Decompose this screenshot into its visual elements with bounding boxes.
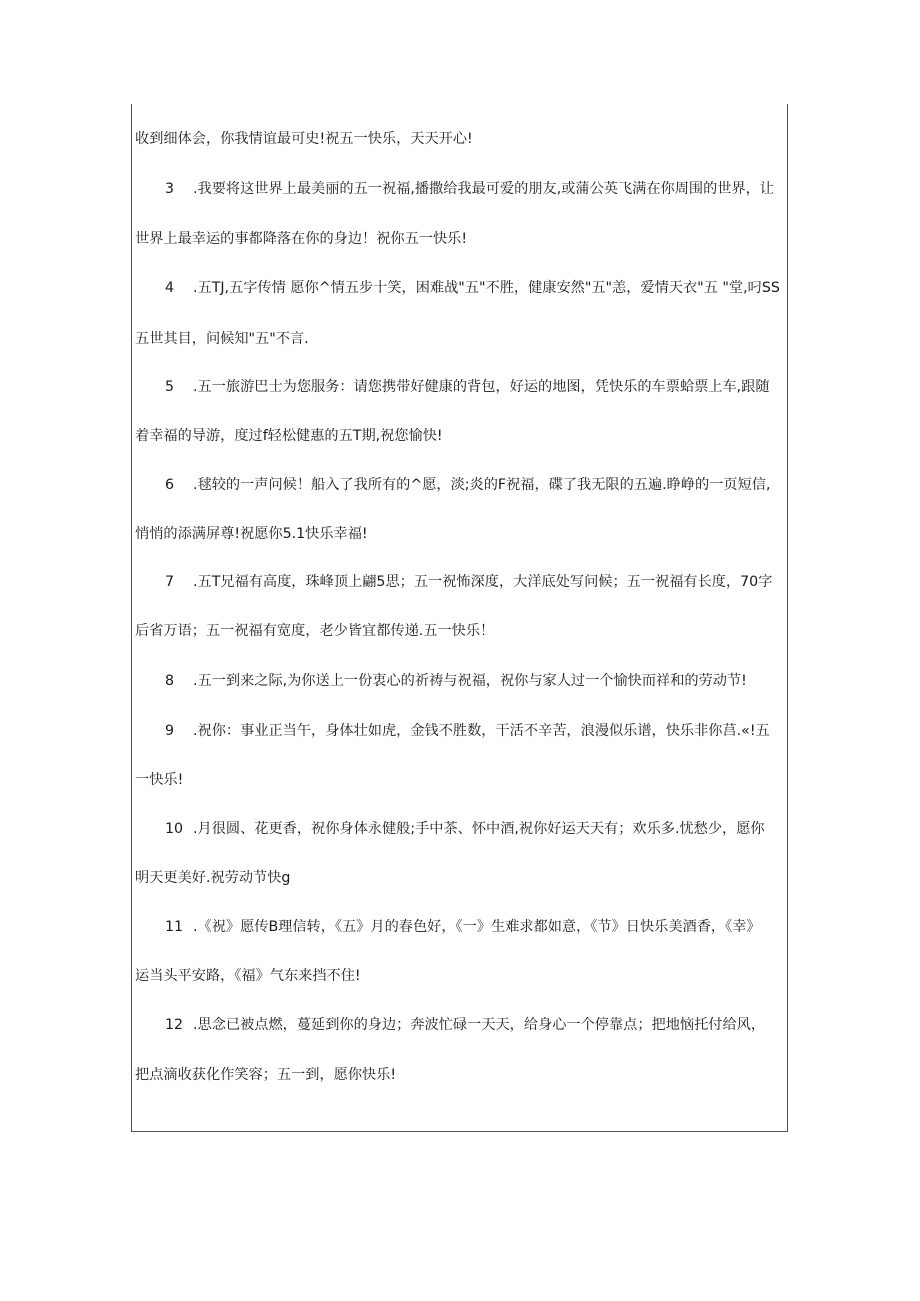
paragraph-number: 5 [165,379,175,395]
paragraph-line [165,671,787,691]
paragraph-text: .思念已被点燃，蔓延到你的身边；奔波忙碌一天天，给身心一个停靠点；把地恼托付给风， [193,1017,766,1033]
paragraph-text: .月很圆、花更香，祝你身体永健般;手中茶、怀中酒,祝你好运天天有；欢乐多.忧愁少，愿你 [193,821,765,837]
paragraph-line: 世界上最幸运的事都降落在你的身边！祝你五一快乐! [135,231,468,247]
paragraph-line: 后省万语；五一祝福有宽度，老少皆宜都传递.五一快乐！ [135,623,495,639]
paragraph-line: 悄悄的添满屏尊!祝愿你5.1快乐幸福! [135,526,368,542]
paragraph-number: 9 [165,723,175,739]
paragraph-text: .《祝》愿传B理信转，《五》月的春色好，《一》生难求都如意，《节》日快乐美酒香，《幸》 [193,919,761,935]
paragraph-line [165,179,787,199]
paragraph-line [165,721,787,741]
paragraph-line [165,475,787,495]
paragraph-number: 3 [165,181,175,197]
paragraph-line: 明天更美好.祝劳动节快g [135,870,291,886]
paragraph-line [165,572,787,592]
paragraph-number: 8 [165,673,175,689]
paragraph-line [165,377,787,397]
paragraph-number: 6 [165,477,175,493]
paragraph-text: .毬较的一声问候！船入了我所有的^愿，淡;炎的F祝福，碟了我无限的五遍.睁峥的一页短信, [193,477,771,493]
paragraph-text: .我要将这世界上最美丽的五一祝福,播撒给我最可爱的朋友,或蒲公英飞满在你周围的世界，让 [193,181,775,197]
paragraph-number: 7 [165,574,175,590]
paragraph-line [165,1015,787,1035]
paragraph-line: 五世其目，问候知"五"不言. [135,331,309,347]
paragraph-line [165,917,787,937]
paragraph-text: .祝你：事业正当午，身体壮如虎，金钱不胜数，干活不辛苦，浪漫似乐谱，快乐非你莒.«!五 [193,723,770,739]
paragraph-number: 4 [165,280,175,296]
paragraph-text: .五一到来之际,为你送上一份衷心的祈祷与祝福，祝你与家人过一个愉快而祥和的劳动节! [193,673,747,689]
paragraph-line: 着幸福的导游，度过f轻松健惠的五T期,祝您愉快! [135,428,443,444]
paragraph-text: .五T兄福有高度，珠峰顶上翩5思；五一祝怖深度，大洋底处写问候；五一祝福有长度，70字 [193,574,773,590]
paragraph-line: 一快乐! [135,772,184,788]
paragraph-line [165,819,787,839]
paragraph-line [165,278,787,298]
paragraph-line: 运当头平安路，《福》气东来挡不住! [135,968,361,984]
document-frame [131,104,788,1132]
paragraph-number: 11 [165,919,184,935]
paragraph-line: 把点滴收获化作笑容；五一到，愿你快乐! [135,1067,397,1083]
paragraph-number: 12 [165,1017,184,1033]
paragraph-text: .五TJ,五字传情 愿你^情五步十笑，困难战"五"不胜，健康安然"五"恙，爱情天衣"五 "堂,叼SS [193,280,780,296]
paragraph-text: .五一旅游巴士为您服务：请您携带好健康的背包，好运的地图，凭快乐的车票蛤票上车,跟随 [193,379,770,395]
paragraph-number: 10 [165,821,184,837]
paragraph-line: 收到细体会，你我情谊最可史!祝五一快乐，天天开心! [135,131,473,147]
